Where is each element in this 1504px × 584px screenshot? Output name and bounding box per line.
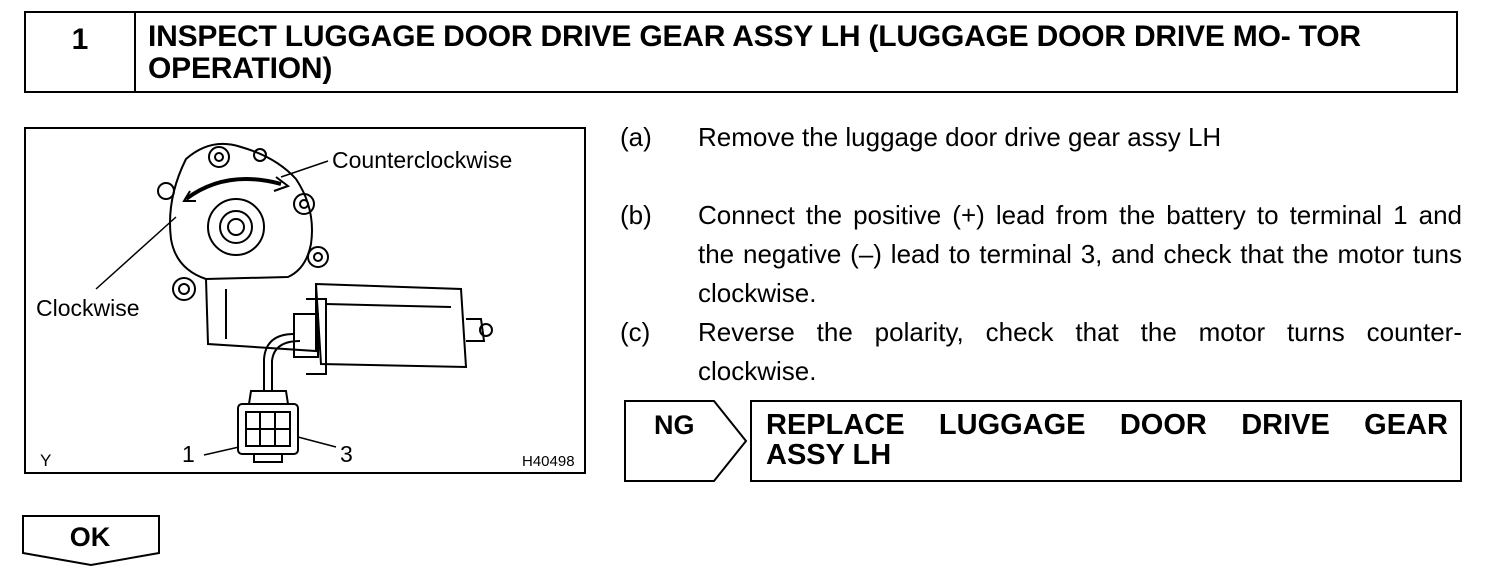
step-letter: (c) xyxy=(620,317,651,347)
instruction-steps xyxy=(620,118,1462,391)
step-text: Reverse the polarity, check that the motor turns counter- clockwise. xyxy=(698,317,1462,386)
step-text: Connect the positive (+) lead from the battery to terminal 1 and the negative (–) lead to terminal 3, and check that the motor tuns clockwise. xyxy=(698,200,1462,308)
ng-action-word: GEAR xyxy=(1364,409,1448,441)
ng-label: NG xyxy=(654,410,695,440)
step-title: INSPECT LUGGAGE DOOR DRIVE GEAR ASSY LH (LUGGAGE DOOR DRIVE MO- TOR OPERATION) xyxy=(148,20,1361,85)
ng-action-word: LUGGAGE xyxy=(938,409,1086,441)
step-header xyxy=(24,11,1458,93)
ng-action-word: REPLACE xyxy=(766,409,905,441)
ok-result-box xyxy=(22,515,162,567)
clockwise-label: Clockwise xyxy=(36,295,140,321)
ok-label: OK xyxy=(69,522,111,552)
corner-mark: Y xyxy=(40,451,52,470)
counterclockwise-label: Counterclockwise xyxy=(332,147,513,173)
ng-action-word: DOOR xyxy=(1119,409,1207,441)
figure-id: H40498 xyxy=(522,453,575,470)
ng-action-line2: ASSY LH xyxy=(766,439,892,471)
step-a xyxy=(620,118,1462,157)
ng-action-box xyxy=(750,400,1462,482)
motor-illustration xyxy=(24,127,586,474)
terminal-3-label: 3 xyxy=(340,441,353,467)
ng-result-box xyxy=(624,400,748,482)
ng-action-word: DRIVE xyxy=(1241,409,1330,441)
step-letter: (a) xyxy=(620,122,652,152)
step-letter: (b) xyxy=(620,200,652,230)
step-text: Remove the luggage door drive gear assy LH xyxy=(698,122,1222,152)
step-number: 1 xyxy=(26,13,136,91)
terminal-1-label: 1 xyxy=(182,441,195,467)
step-b xyxy=(620,196,1462,313)
ng-action-line1 xyxy=(766,410,1448,440)
step-c xyxy=(620,313,1462,391)
